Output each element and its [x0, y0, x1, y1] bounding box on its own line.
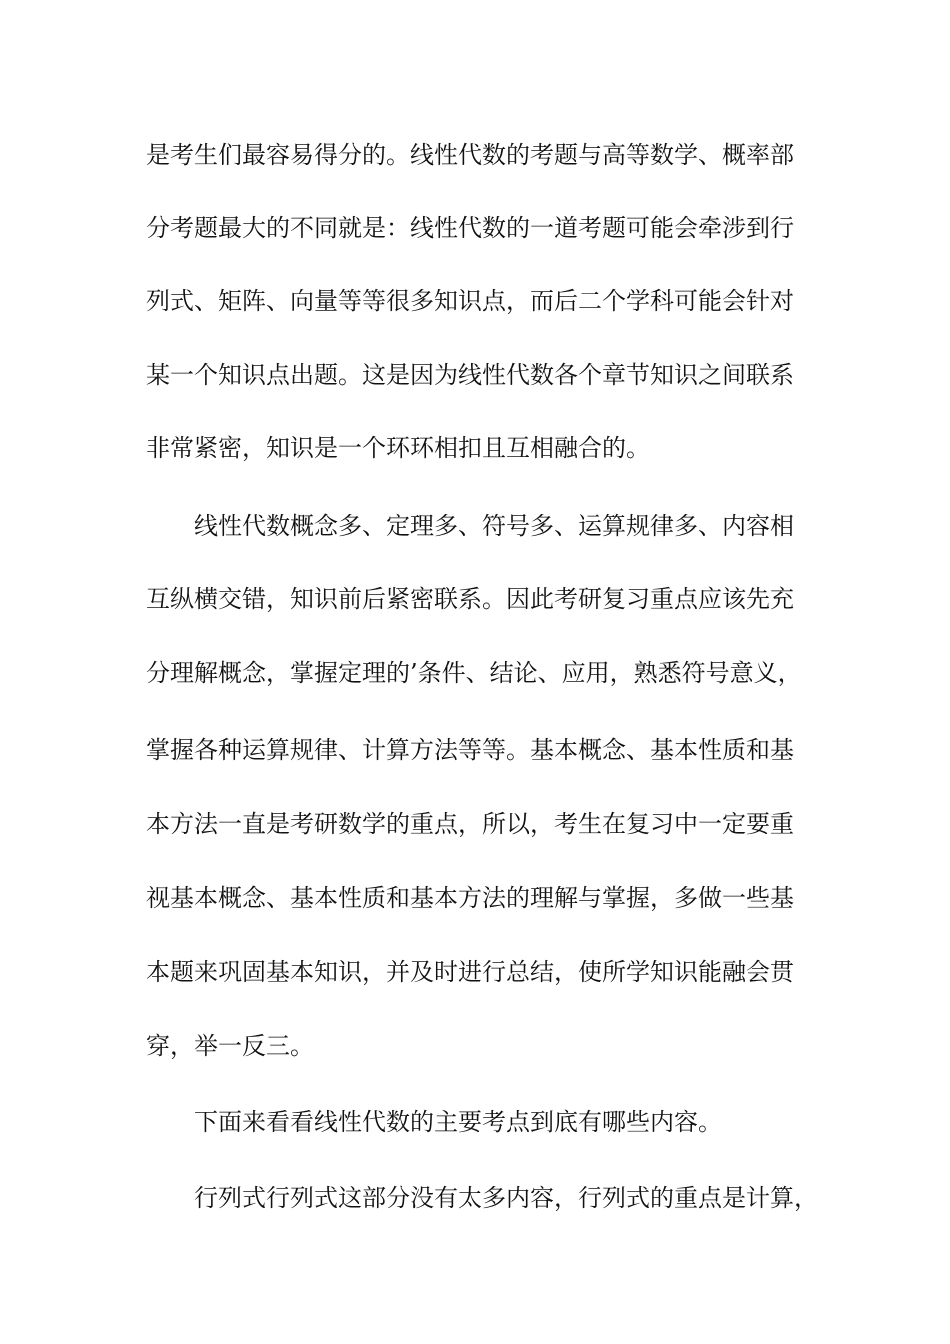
- text-line: 掌握各种运算规律、计算方法等等。基本概念、基本性质和基: [146, 736, 794, 764]
- text-line: 下面来看看线性代数的主要考点到底有哪些内容。: [194, 1108, 722, 1136]
- text-line: 某一个知识点出题。这是因为线性代数各个章节知识之间联系: [146, 361, 794, 389]
- text-line: 是考生们最容易得分的。线性代数的考题与高等数学、概率部: [146, 141, 794, 169]
- text-line: 穿，举一反三。: [146, 1032, 314, 1060]
- text-line: 视基本概念、基本性质和基本方法的理解与掌握，多做一些基: [146, 884, 794, 912]
- text-line: 互纵横交错，知识前后紧密联系。因此考研复习重点应该先充: [146, 585, 794, 613]
- text-line: 本方法一直是考研数学的重点，所以，考生在复习中一定要重: [146, 810, 794, 838]
- text-line: 分理解概念，掌握定理的’条件、结论、应用，熟悉符号意义，: [146, 659, 802, 687]
- text-line: 行列式行列式这部分没有太多内容，行列式的重点是计算，: [194, 1184, 818, 1212]
- text-line: 线性代数概念多、定理多、符号多、运算规律多、内容相: [194, 512, 794, 540]
- text-line: 列式、矩阵、向量等等很多知识点，而后二个学科可能会针对: [146, 287, 794, 315]
- text-line: 非常紧密，知识是一个环环相扣且互相融合的。: [146, 434, 650, 462]
- text-line: 分考题最大的不同就是：线性代数的一道考题可能会牵涉到行: [146, 214, 794, 242]
- text-line: 本题来巩固基本知识，并及时进行总结，使所学知识能融会贯: [146, 958, 794, 986]
